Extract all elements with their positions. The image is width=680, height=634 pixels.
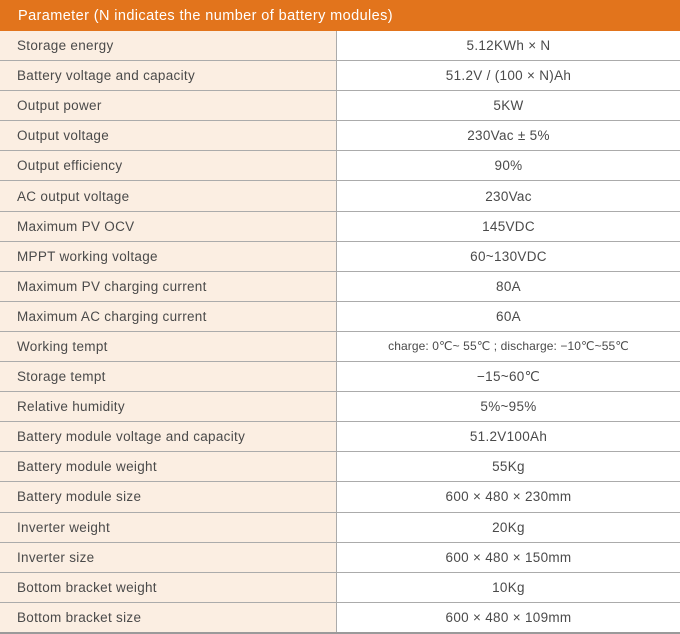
parameter-name-cell: Inverter size — [0, 543, 336, 572]
parameter-value-cell: 51.2V / (100 × N)Ah — [336, 61, 680, 90]
parameter-value-cell: 145VDC — [336, 212, 680, 241]
table-row — [0, 271, 680, 301]
parameter-value-cell: 230Vac — [336, 181, 680, 210]
table-title: Parameter (N indicates the number of battery modules) — [18, 7, 393, 24]
parameter-name-cell: Bottom bracket size — [0, 603, 336, 632]
table-row — [0, 211, 680, 241]
parameter-value-cell: 600 × 480 × 150mm — [336, 543, 680, 572]
parameter-name-cell: AC output voltage — [0, 181, 336, 210]
table-row — [0, 602, 680, 632]
parameter-name-cell: Relative humidity — [0, 392, 336, 421]
table-row — [0, 421, 680, 451]
table-row — [0, 241, 680, 271]
parameter-name-cell: MPPT working voltage — [0, 242, 336, 271]
parameter-name-cell: Battery module weight — [0, 452, 336, 481]
table-row — [0, 391, 680, 421]
table-row — [0, 150, 680, 180]
table-rows — [0, 31, 680, 632]
table-row — [0, 120, 680, 150]
table-row — [0, 31, 680, 60]
parameter-value-cell: 5%~95% — [336, 392, 680, 421]
parameter-name-cell: Maximum AC charging current — [0, 302, 336, 331]
parameter-value-cell: 600 × 480 × 230mm — [336, 482, 680, 511]
table-row — [0, 180, 680, 210]
parameter-name-cell: Battery voltage and capacity — [0, 61, 336, 90]
table-row — [0, 60, 680, 90]
parameter-value-cell: 90% — [336, 151, 680, 180]
parameter-value-cell: charge: 0℃~ 55℃ ; discharge: −10℃~55℃ — [336, 332, 680, 361]
parameter-name-cell: Output voltage — [0, 121, 336, 150]
parameter-value-cell: 10Kg — [336, 573, 680, 602]
parameter-name-cell: Output power — [0, 91, 336, 120]
parameter-name-cell: Battery module voltage and capacity — [0, 422, 336, 451]
parameter-value-cell: 60A — [336, 302, 680, 331]
table-header — [0, 0, 680, 31]
parameter-name-cell: Maximum PV charging current — [0, 272, 336, 301]
parameter-value-cell: 5.12KWh × N — [336, 31, 680, 60]
parameter-value-cell: 5KW — [336, 91, 680, 120]
parameter-name-cell: Working tempt — [0, 332, 336, 361]
table-row — [0, 331, 680, 361]
table-row — [0, 451, 680, 481]
parameter-value-cell: 20Kg — [336, 513, 680, 542]
table-row — [0, 90, 680, 120]
parameter-name-cell: Maximum PV OCV — [0, 212, 336, 241]
parameter-name-cell: Storage energy — [0, 31, 336, 60]
parameter-value-cell: 230Vac ± 5% — [336, 121, 680, 150]
table-row — [0, 301, 680, 331]
table-row — [0, 481, 680, 511]
parameter-value-cell: 55Kg — [336, 452, 680, 481]
parameter-value-cell: 60~130VDC — [336, 242, 680, 271]
parameter-value-cell: −15~60℃ — [336, 362, 680, 391]
parameter-value-cell: 80A — [336, 272, 680, 301]
table-row — [0, 542, 680, 572]
table-row — [0, 572, 680, 602]
parameter-name-cell: Inverter weight — [0, 513, 336, 542]
table-row — [0, 361, 680, 391]
parameter-name-cell: Output efficiency — [0, 151, 336, 180]
parameter-value-cell: 600 × 480 × 109mm — [336, 603, 680, 632]
table-row — [0, 512, 680, 542]
parameter-name-cell: Battery module size — [0, 482, 336, 511]
parameter-value-cell: 51.2V100Ah — [336, 422, 680, 451]
parameter-name-cell: Storage tempt — [0, 362, 336, 391]
parameter-name-cell: Bottom bracket weight — [0, 573, 336, 602]
